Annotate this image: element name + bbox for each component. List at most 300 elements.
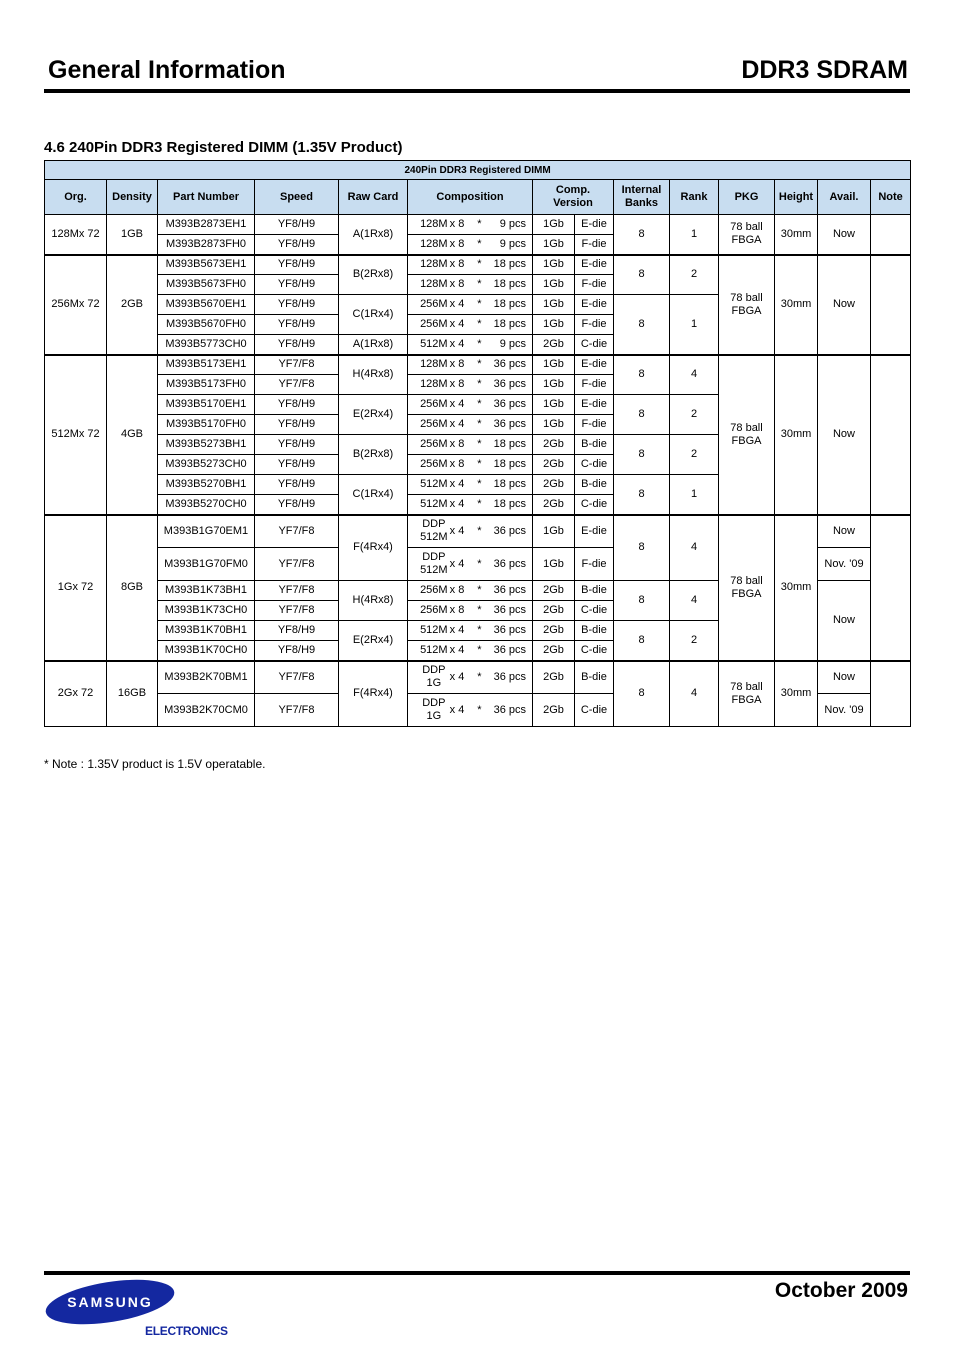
comp-version-cell: 1Gb bbox=[533, 315, 575, 335]
density-cell: 4GB bbox=[107, 355, 158, 515]
composition-star: * bbox=[477, 557, 482, 570]
table-row bbox=[45, 355, 911, 375]
raw-card-cell: A(1Rx8) bbox=[339, 215, 408, 255]
die-cell: C-die bbox=[575, 495, 614, 515]
raw-card-cell: E(2Rx4) bbox=[339, 621, 408, 661]
composition-org: x 4 bbox=[449, 557, 465, 570]
part-number-cell: M393B1G70FM0 bbox=[158, 548, 255, 581]
composition-qty: 18 pcs bbox=[493, 497, 526, 510]
column-header: PKG bbox=[719, 180, 775, 215]
note-cell bbox=[871, 215, 911, 255]
speed-cell: YF8/H9 bbox=[255, 255, 339, 275]
composition-star: * bbox=[477, 278, 482, 290]
org-cell: 128Mx 72 bbox=[45, 215, 107, 255]
composition-cell bbox=[408, 295, 533, 315]
height-cell: 30mm bbox=[775, 215, 818, 255]
comp-version-cell: 1Gb bbox=[533, 375, 575, 395]
composition-density: 512M bbox=[420, 624, 448, 636]
composition-star: * bbox=[477, 318, 482, 330]
comp-version-cell: 2Gb bbox=[533, 601, 575, 621]
pkg-cell: 78 ball FBGA bbox=[719, 661, 775, 727]
composition-qty: 18 pcs bbox=[493, 478, 526, 490]
composition-density: 512M bbox=[420, 497, 448, 510]
comp-version-cell: 2Gb bbox=[533, 495, 575, 515]
die-cell: B-die bbox=[575, 661, 614, 694]
speed-cell: YF8/H9 bbox=[255, 495, 339, 515]
composition-qty: 18 pcs bbox=[493, 258, 526, 271]
composition-density: 256M bbox=[420, 398, 448, 410]
avail-cell: Now bbox=[818, 355, 871, 515]
raw-card-cell: B(2Rx8) bbox=[339, 435, 408, 475]
composition-cell bbox=[408, 335, 533, 355]
raw-card-cell: E(2Rx4) bbox=[339, 395, 408, 435]
internal-banks-cell: 8 bbox=[614, 661, 670, 727]
rank-cell: 4 bbox=[670, 661, 719, 727]
speed-cell: YF8/H9 bbox=[255, 475, 339, 495]
internal-banks-cell: 8 bbox=[614, 355, 670, 395]
speed-cell: YF8/H9 bbox=[255, 235, 339, 255]
composition-density: DDP 1G bbox=[422, 664, 446, 690]
composition-density: 256M bbox=[420, 584, 448, 596]
die-cell: E-die bbox=[575, 515, 614, 548]
speed-cell: YF7/F8 bbox=[255, 355, 339, 375]
composition-star: * bbox=[477, 497, 482, 510]
composition-qty: 36 pcs bbox=[493, 604, 526, 616]
note-cell bbox=[871, 355, 911, 515]
composition-org: x 8 bbox=[449, 378, 465, 390]
internal-banks-cell: 8 bbox=[614, 215, 670, 255]
raw-card-cell: C(1Rx4) bbox=[339, 295, 408, 335]
composition-org: x 8 bbox=[449, 218, 465, 230]
composition-density: 256M bbox=[420, 318, 448, 330]
speed-cell: YF8/H9 bbox=[255, 295, 339, 315]
composition-star: * bbox=[477, 624, 482, 636]
org-cell: 1Gx 72 bbox=[45, 515, 107, 661]
speed-cell: YF7/F8 bbox=[255, 375, 339, 395]
die-cell: C-die bbox=[575, 455, 614, 475]
composition-density: DDP 512M bbox=[420, 518, 448, 544]
composition-density: 128M bbox=[420, 278, 448, 290]
composition-qty: 18 pcs bbox=[493, 438, 526, 450]
height-cell: 30mm bbox=[775, 255, 818, 355]
composition-org: x 4 bbox=[449, 337, 465, 350]
raw-card-cell: B(2Rx8) bbox=[339, 255, 408, 295]
height-cell: 30mm bbox=[775, 515, 818, 661]
part-number-cell: M393B2K70CM0 bbox=[158, 694, 255, 727]
part-number-cell: M393B5670FH0 bbox=[158, 315, 255, 335]
die-cell: B-die bbox=[575, 435, 614, 455]
column-header: Height bbox=[775, 180, 818, 215]
composition-qty: 36 pcs bbox=[493, 524, 526, 537]
rank-cell: 1 bbox=[670, 215, 719, 255]
part-number-cell: M393B5173EH1 bbox=[158, 355, 255, 375]
comp-version-cell: 2Gb bbox=[533, 475, 575, 495]
table-row bbox=[45, 215, 911, 235]
composition-density: 128M bbox=[420, 237, 448, 250]
composition-qty: 18 pcs bbox=[493, 318, 526, 330]
composition-density: 256M bbox=[420, 298, 448, 310]
avail-cell: Now bbox=[818, 215, 871, 255]
composition-star: * bbox=[477, 478, 482, 490]
part-number-cell: M393B5270BH1 bbox=[158, 475, 255, 495]
speed-cell: YF7/F8 bbox=[255, 515, 339, 548]
composition-density: 128M bbox=[420, 218, 448, 230]
composition-org: x 4 bbox=[449, 670, 465, 683]
composition-star: * bbox=[477, 378, 482, 390]
composition-qty: 36 pcs bbox=[493, 624, 526, 636]
note-cell bbox=[871, 255, 911, 355]
composition-density: 256M bbox=[420, 458, 448, 470]
column-header: Speed bbox=[255, 180, 339, 215]
rank-cell: 4 bbox=[670, 581, 719, 621]
raw-card-cell: C(1Rx4) bbox=[339, 475, 408, 515]
composition-cell bbox=[408, 255, 533, 275]
die-cell: B-die bbox=[575, 581, 614, 601]
rank-cell: 4 bbox=[670, 515, 719, 581]
composition-star: * bbox=[477, 643, 482, 656]
composition-org: x 4 bbox=[449, 703, 465, 716]
composition-qty: 9 pcs bbox=[499, 237, 526, 250]
composition-org: x 4 bbox=[449, 318, 465, 330]
composition-cell bbox=[408, 215, 533, 235]
table-row bbox=[45, 661, 911, 694]
comp-version-cell: 1Gb bbox=[533, 295, 575, 315]
composition-cell bbox=[408, 694, 533, 727]
part-number-cell: M393B5170EH1 bbox=[158, 395, 255, 415]
composition-star: * bbox=[477, 703, 482, 716]
composition-org: x 8 bbox=[449, 584, 465, 596]
composition-qty: 18 pcs bbox=[493, 298, 526, 310]
composition-density: DDP 1G bbox=[422, 697, 446, 722]
speed-cell: YF8/H9 bbox=[255, 395, 339, 415]
rank-cell: 2 bbox=[670, 255, 719, 295]
logo-wordmark: SAMSUNG bbox=[67, 1294, 153, 1310]
composition-qty: 36 pcs bbox=[493, 643, 526, 656]
speed-cell: YF7/F8 bbox=[255, 694, 339, 727]
composition-qty: 36 pcs bbox=[493, 670, 526, 683]
raw-card-cell: A(1Rx8) bbox=[339, 335, 408, 355]
composition-star: * bbox=[477, 670, 482, 683]
internal-banks-cell: 8 bbox=[614, 255, 670, 295]
density-cell: 2GB bbox=[107, 255, 158, 355]
comp-version-cell: 1Gb bbox=[533, 255, 575, 275]
composition-cell bbox=[408, 275, 533, 295]
part-number-cell: M393B5673FH0 bbox=[158, 275, 255, 295]
table-row bbox=[45, 255, 911, 275]
composition-density: DDP 512M bbox=[420, 551, 448, 576]
composition-star: * bbox=[477, 358, 482, 371]
header-title-right: DDR3 SDRAM bbox=[741, 56, 908, 84]
die-cell: C-die bbox=[575, 601, 614, 621]
composition-star: * bbox=[477, 218, 482, 230]
part-number-cell: M393B2873FH0 bbox=[158, 235, 255, 255]
composition-star: * bbox=[477, 298, 482, 310]
comp-version-cell: 1Gb bbox=[533, 235, 575, 255]
footnote: * Note : 1.35V product is 1.5V operatable. bbox=[44, 757, 266, 771]
speed-cell: YF8/H9 bbox=[255, 621, 339, 641]
height-cell: 30mm bbox=[775, 355, 818, 515]
column-header: Density bbox=[107, 180, 158, 215]
speed-cell: YF8/H9 bbox=[255, 435, 339, 455]
pkg-cell: 78 ball FBGA bbox=[719, 355, 775, 515]
column-header: Part Number bbox=[158, 180, 255, 215]
footer-rule bbox=[44, 1271, 910, 1275]
composition-cell bbox=[408, 355, 533, 375]
comp-version-cell: 2Gb bbox=[533, 661, 575, 694]
composition-org: x 4 bbox=[449, 418, 465, 430]
part-number-cell: M393B1G70EM1 bbox=[158, 515, 255, 548]
part-number-cell: M393B5673EH1 bbox=[158, 255, 255, 275]
die-cell: E-die bbox=[575, 255, 614, 275]
rank-cell: 1 bbox=[670, 475, 719, 515]
org-cell: 256Mx 72 bbox=[45, 255, 107, 355]
pkg-cell: 78 ball FBGA bbox=[719, 515, 775, 661]
comp-version-cell: 2Gb bbox=[533, 621, 575, 641]
die-cell: F-die bbox=[575, 548, 614, 581]
section-title: 4.6 240Pin DDR3 Registered DIMM (1.35V Product) bbox=[44, 139, 403, 156]
part-number-cell: M393B5173FH0 bbox=[158, 375, 255, 395]
composition-qty: 36 pcs bbox=[493, 418, 526, 430]
composition-star: * bbox=[477, 524, 482, 537]
die-cell: F-die bbox=[575, 275, 614, 295]
internal-banks-cell: 8 bbox=[614, 621, 670, 661]
composition-star: * bbox=[477, 438, 482, 450]
composition-qty: 36 pcs bbox=[493, 378, 526, 390]
composition-qty: 9 pcs bbox=[499, 337, 526, 350]
composition-qty: 18 pcs bbox=[493, 458, 526, 470]
composition-qty: 18 pcs bbox=[493, 278, 526, 290]
density-cell: 16GB bbox=[107, 661, 158, 727]
composition-org: x 8 bbox=[449, 258, 465, 271]
table-caption: 240Pin DDR3 Registered DIMM bbox=[45, 161, 911, 180]
composition-star: * bbox=[477, 584, 482, 596]
part-number-cell: M393B5270CH0 bbox=[158, 495, 255, 515]
pkg-cell: 78 ball FBGA bbox=[719, 255, 775, 355]
comp-version-cell: 1Gb bbox=[533, 275, 575, 295]
comp-version-cell: 1Gb bbox=[533, 355, 575, 375]
composition-star: * bbox=[477, 337, 482, 350]
raw-card-cell: H(4Rx8) bbox=[339, 581, 408, 621]
die-cell: E-die bbox=[575, 395, 614, 415]
composition-cell bbox=[408, 581, 533, 601]
speed-cell: YF8/H9 bbox=[255, 215, 339, 235]
avail-cell: Now bbox=[818, 515, 871, 548]
composition-star: * bbox=[477, 398, 482, 410]
speed-cell: YF8/H9 bbox=[255, 455, 339, 475]
column-header-row bbox=[45, 180, 911, 215]
part-number-cell: M393B5170FH0 bbox=[158, 415, 255, 435]
composition-density: 256M bbox=[420, 604, 448, 616]
raw-card-cell: F(4Rx4) bbox=[339, 515, 408, 581]
density-cell: 1GB bbox=[107, 215, 158, 255]
die-cell: E-die bbox=[575, 355, 614, 375]
samsung-logo bbox=[44, 1278, 176, 1326]
table-body bbox=[45, 215, 911, 727]
die-cell: F-die bbox=[575, 315, 614, 335]
composition-density: 512M bbox=[420, 337, 448, 350]
dimm-spec-table bbox=[44, 160, 911, 727]
header-rule bbox=[44, 89, 910, 93]
composition-org: x 4 bbox=[449, 298, 465, 310]
internal-banks-cell: 8 bbox=[614, 515, 670, 581]
composition-qty: 9 pcs bbox=[499, 218, 526, 230]
part-number-cell: M393B1K73BH1 bbox=[158, 581, 255, 601]
comp-version-cell: 1Gb bbox=[533, 515, 575, 548]
composition-org: x 4 bbox=[449, 497, 465, 510]
composition-qty: 36 pcs bbox=[493, 398, 526, 410]
composition-star: * bbox=[477, 458, 482, 470]
composition-star: * bbox=[477, 604, 482, 616]
rank-cell: 1 bbox=[670, 295, 719, 355]
composition-cell bbox=[408, 641, 533, 661]
composition-qty: 36 pcs bbox=[493, 584, 526, 596]
height-cell: 30mm bbox=[775, 661, 818, 727]
table-row bbox=[45, 515, 911, 548]
composition-org: x 8 bbox=[449, 237, 465, 250]
density-cell: 8GB bbox=[107, 515, 158, 661]
composition-cell bbox=[408, 621, 533, 641]
die-cell: C-die bbox=[575, 694, 614, 727]
die-cell: C-die bbox=[575, 335, 614, 355]
part-number-cell: M393B1K70BH1 bbox=[158, 621, 255, 641]
comp-version-cell: 2Gb bbox=[533, 694, 575, 727]
composition-cell bbox=[408, 548, 533, 581]
composition-cell bbox=[408, 495, 533, 515]
composition-cell bbox=[408, 315, 533, 335]
part-number-cell: M393B2873EH1 bbox=[158, 215, 255, 235]
composition-density: 512M bbox=[420, 478, 448, 490]
avail-cell: Now bbox=[818, 255, 871, 355]
die-cell: F-die bbox=[575, 375, 614, 395]
composition-qty: 36 pcs bbox=[493, 557, 526, 570]
composition-org: x 4 bbox=[449, 478, 465, 490]
raw-card-cell: H(4Rx8) bbox=[339, 355, 408, 395]
internal-banks-cell: 8 bbox=[614, 295, 670, 355]
org-cell: 512Mx 72 bbox=[45, 355, 107, 515]
column-header: Note bbox=[871, 180, 911, 215]
comp-version-cell: 2Gb bbox=[533, 455, 575, 475]
die-cell: B-die bbox=[575, 475, 614, 495]
internal-banks-cell: 8 bbox=[614, 395, 670, 435]
speed-cell: YF8/H9 bbox=[255, 275, 339, 295]
internal-banks-cell: 8 bbox=[614, 435, 670, 475]
comp-version-cell: 1Gb bbox=[533, 415, 575, 435]
column-header: Composition bbox=[408, 180, 533, 215]
column-header: Avail. bbox=[818, 180, 871, 215]
column-header: Org. bbox=[45, 180, 107, 215]
speed-cell: YF7/F8 bbox=[255, 601, 339, 621]
speed-cell: YF7/F8 bbox=[255, 661, 339, 694]
composition-cell bbox=[408, 601, 533, 621]
speed-cell: YF8/H9 bbox=[255, 315, 339, 335]
composition-star: * bbox=[477, 418, 482, 430]
composition-density: 512M bbox=[420, 643, 448, 656]
die-cell: E-die bbox=[575, 295, 614, 315]
die-cell: E-die bbox=[575, 215, 614, 235]
avail-cell: Nov. '09 bbox=[818, 548, 871, 581]
composition-org: x 4 bbox=[449, 643, 465, 656]
part-number-cell: M393B1K73CH0 bbox=[158, 601, 255, 621]
composition-star: * bbox=[477, 237, 482, 250]
footer-date: October 2009 bbox=[774, 1279, 908, 1302]
composition-org: x 4 bbox=[449, 524, 465, 537]
org-cell: 2Gx 72 bbox=[45, 661, 107, 727]
pkg-cell: 78 ball FBGA bbox=[719, 215, 775, 255]
composition-org: x 4 bbox=[449, 624, 465, 636]
composition-cell bbox=[408, 455, 533, 475]
composition-cell bbox=[408, 235, 533, 255]
die-cell: F-die bbox=[575, 235, 614, 255]
composition-org: x 8 bbox=[449, 458, 465, 470]
column-header: Internal Banks bbox=[614, 180, 670, 215]
speed-cell: YF8/H9 bbox=[255, 641, 339, 661]
note-cell bbox=[871, 661, 911, 727]
internal-banks-cell: 8 bbox=[614, 581, 670, 621]
internal-banks-cell: 8 bbox=[614, 475, 670, 515]
note-cell bbox=[871, 515, 911, 661]
composition-cell bbox=[408, 435, 533, 455]
part-number-cell: M393B5273CH0 bbox=[158, 455, 255, 475]
speed-cell: YF7/F8 bbox=[255, 548, 339, 581]
header-title-left: General Information bbox=[48, 56, 286, 84]
composition-density: 128M bbox=[420, 378, 448, 390]
composition-cell bbox=[408, 415, 533, 435]
comp-version-cell: 1Gb bbox=[533, 215, 575, 235]
part-number-cell: M393B1K70CH0 bbox=[158, 641, 255, 661]
speed-cell: YF7/F8 bbox=[255, 581, 339, 601]
composition-density: 256M bbox=[420, 418, 448, 430]
composition-star: * bbox=[477, 258, 482, 271]
composition-org: x 8 bbox=[449, 358, 465, 371]
composition-cell bbox=[408, 661, 533, 694]
speed-cell: YF8/H9 bbox=[255, 415, 339, 435]
comp-version-cell: 2Gb bbox=[533, 641, 575, 661]
composition-qty: 36 pcs bbox=[493, 358, 526, 371]
rank-cell: 4 bbox=[670, 355, 719, 395]
composition-cell bbox=[408, 515, 533, 548]
die-cell: B-die bbox=[575, 621, 614, 641]
column-header: Raw Card bbox=[339, 180, 408, 215]
composition-org: x 8 bbox=[449, 278, 465, 290]
avail-cell: Now bbox=[818, 581, 871, 661]
composition-org: x 8 bbox=[449, 438, 465, 450]
composition-org: x 8 bbox=[449, 604, 465, 616]
avail-cell: Nov. '09 bbox=[818, 694, 871, 727]
part-number-cell: M393B5273BH1 bbox=[158, 435, 255, 455]
composition-cell bbox=[408, 475, 533, 495]
speed-cell: YF8/H9 bbox=[255, 335, 339, 355]
avail-cell: Now bbox=[818, 661, 871, 694]
comp-version-cell: 1Gb bbox=[533, 395, 575, 415]
die-cell: F-die bbox=[575, 415, 614, 435]
composition-cell bbox=[408, 395, 533, 415]
raw-card-cell: F(4Rx4) bbox=[339, 661, 408, 727]
part-number-cell: M393B5773CH0 bbox=[158, 335, 255, 355]
part-number-cell: M393B2K70BM1 bbox=[158, 661, 255, 694]
column-header: Comp. Version bbox=[533, 180, 614, 215]
composition-cell bbox=[408, 375, 533, 395]
composition-density: 256M bbox=[420, 438, 448, 450]
composition-org: x 4 bbox=[449, 398, 465, 410]
composition-density: 128M bbox=[420, 358, 448, 371]
logo-subtitle: ELECTRONICS bbox=[145, 1324, 228, 1338]
die-cell: C-die bbox=[575, 641, 614, 661]
composition-qty: 36 pcs bbox=[493, 703, 526, 716]
composition-density: 128M bbox=[420, 258, 448, 271]
rank-cell: 2 bbox=[670, 395, 719, 435]
comp-version-cell: 2Gb bbox=[533, 435, 575, 455]
comp-version-cell: 2Gb bbox=[533, 581, 575, 601]
